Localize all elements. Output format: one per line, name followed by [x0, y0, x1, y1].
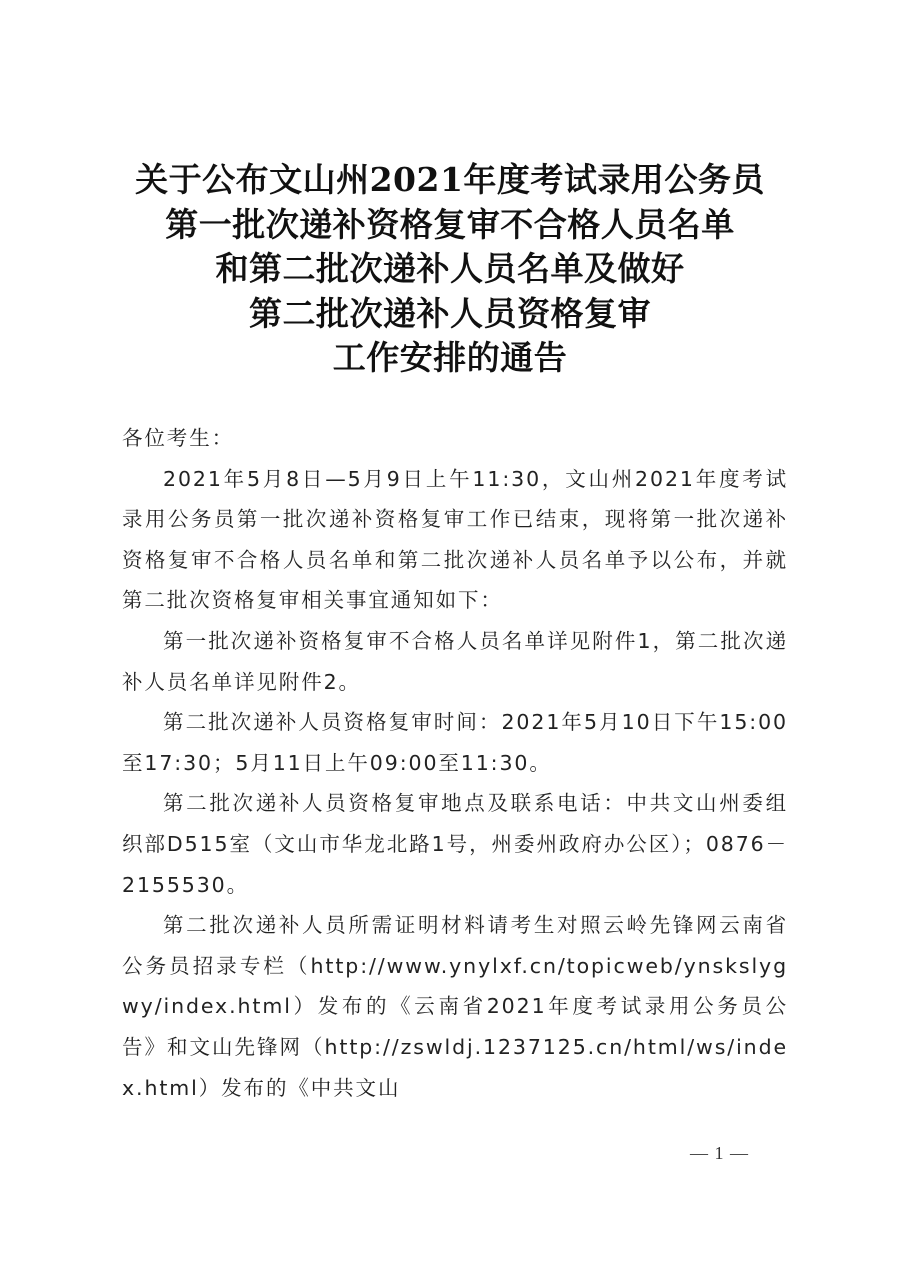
paragraph-required-materials: 第二批次递补人员所需证明材料请考生对照云岭先锋网云南省公务员招录专栏（http://www.ynylxf.cn/topicweb/ynskslygwy/index.html）发布的《云南省2021年度考试录用公务员公告》和文山先锋网（http://zswldj.1237125.cn/html/ws/index.html）发布的《中共文山 [122, 913, 788, 1100]
title-line-4: 第二批次递补人员资格复审 [249, 293, 651, 333]
title-line-2: 第一批次递补资格复审不合格人员名单 [165, 204, 735, 244]
page-number: — 1 — [690, 1143, 749, 1163]
paragraph-review-location: 第二批次递补人员资格复审地点及联系电话：中共文山州委组织部D515室（文山市华龙北路1号，州委州政府办公区）；0876－2155530。 [122, 791, 788, 897]
title-line-5: 工作安排的通告 [332, 338, 568, 377]
salutation: 各位考生： [122, 426, 234, 450]
paragraph-attachments: 第一批次递补资格复审不合格人员名单详见附件1，第二批次递补人员名单详见附件2。 [122, 628, 788, 694]
document-body [122, 418, 788, 1108]
title-line-3: 和第二批次递补人员名单及做好 [215, 249, 685, 288]
paragraph-review-time: 第二批次递补人员资格复审时间：2021年5月10日下午15:00至17:30；5月11日上午09:00至11:30。 [122, 710, 788, 775]
paragraph-intro: 2021年5月8日—5月9日上午11:30，文山州2021年度考试录用公务员第一批次递补资格复审工作已结束，现将第一批次递补资格复审不合格人员名单和第二批次递补人员名单予以公布，并就第二批次资格复审相关事宜通知如下： [122, 466, 788, 613]
title-line-1: 关于公布文山州2021年度考试录用公务员 [135, 160, 765, 199]
document-title [90, 158, 810, 381]
